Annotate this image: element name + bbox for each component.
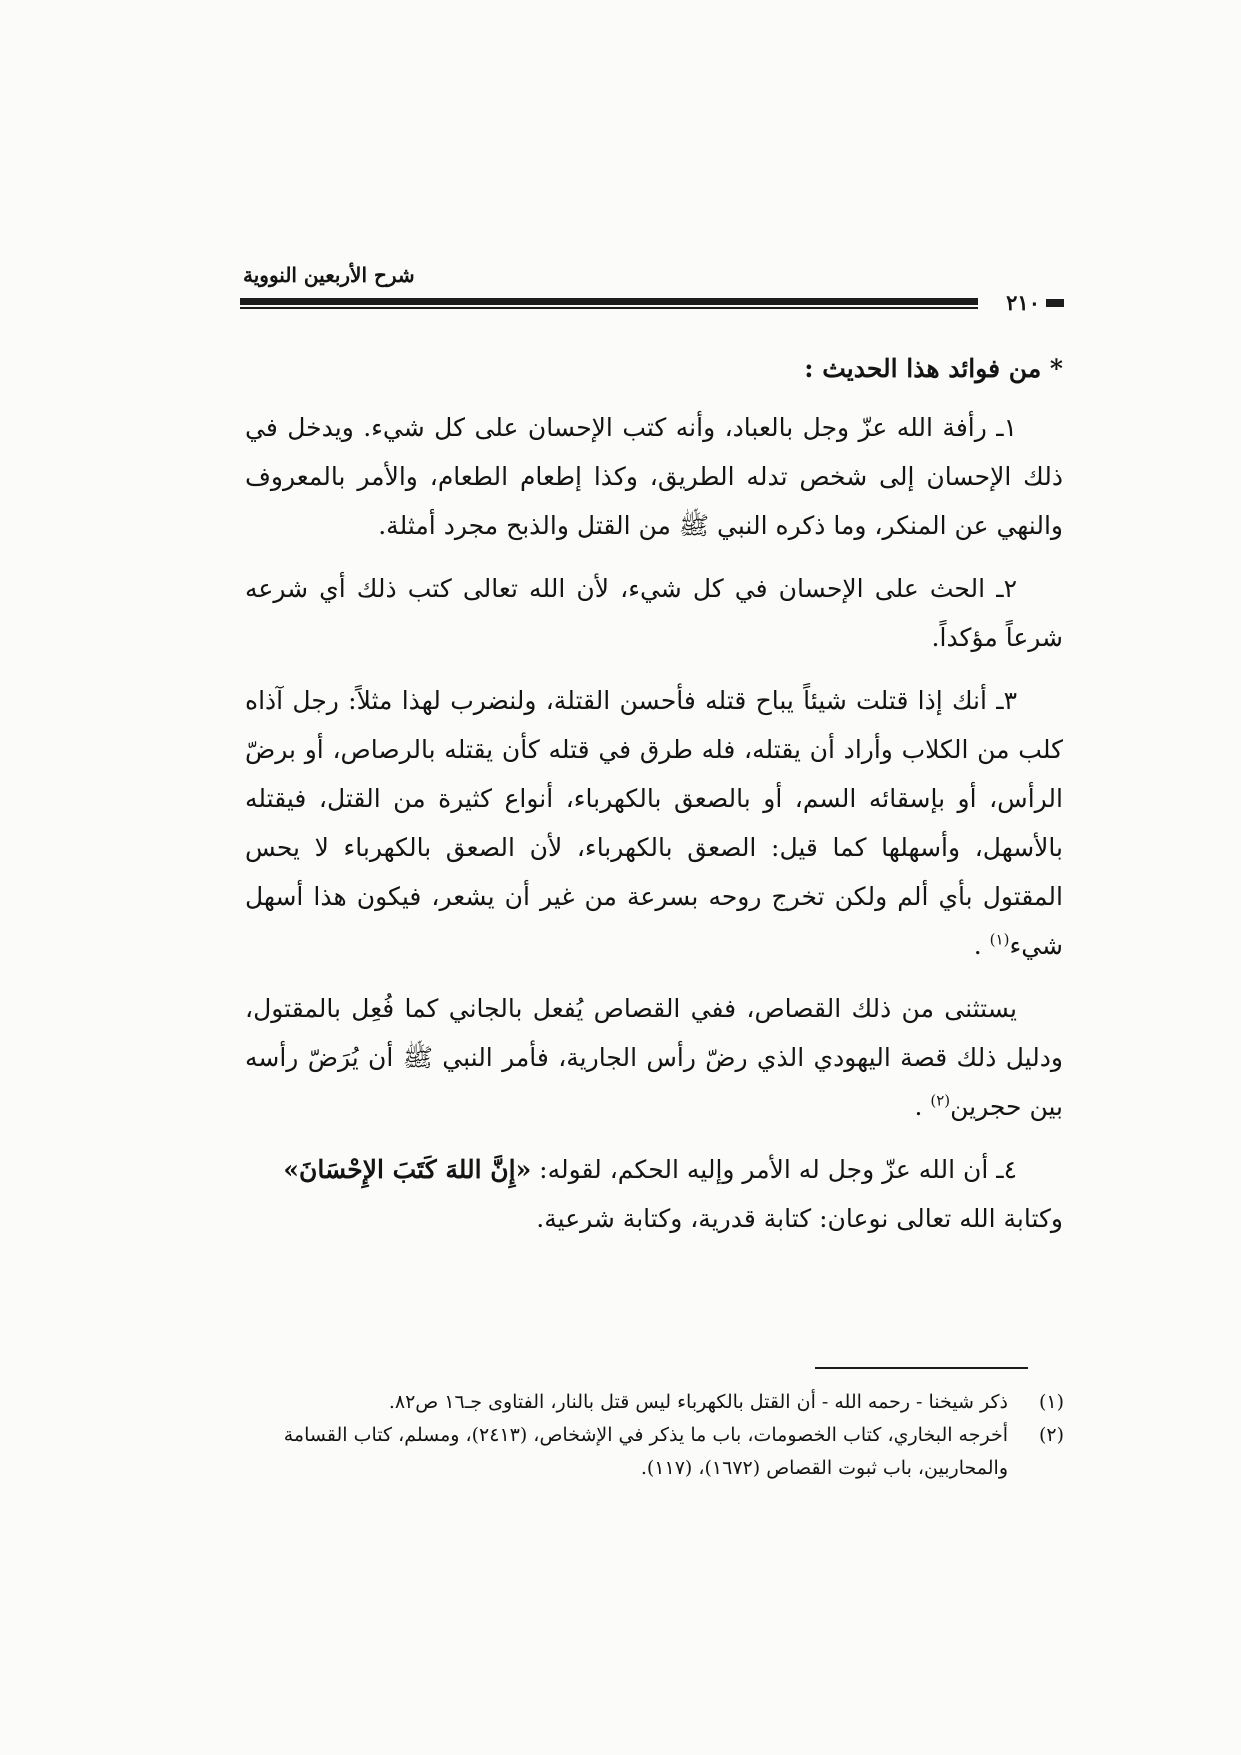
- footnote-1: [240, 1386, 1064, 1419]
- footnote-ref-1: (١): [989, 930, 1010, 949]
- benefit-paragraph-1: [245, 403, 1063, 550]
- paragraph-text: ٣ـ أنك إذا قتلت شيئاً يباح قتله فأحسن القتلة، ولنضرب لهذا مثلاً: رجل آذاه كلب من الكلاب وأراد أن يقتله، فله طرق في قتله كأن يقتله بالرصاص، أو برضّ الرأس، أو بإسقائه السم، أو بالصعق بالكهرباء، أنواع كثيرة من القتل، فيقتله بالأسهل، وأسهلها كما قيل: الصعق بالكهرباء، لأن الصعق بالكهرباء لا يحس المقتول بأي ألم ولكن تخرج روحه بسرعة من غير أن يشعر، فيكون هذا أسهل شيء: [245, 686, 1063, 960]
- benefit-paragraph-4: [245, 1145, 1063, 1194]
- benefit-paragraph-4-continued: [245, 1194, 1063, 1243]
- header-rule-thick: [240, 298, 978, 305]
- sentence-end: .: [914, 1092, 923, 1121]
- header-rule-thin: [240, 307, 978, 309]
- paragraph-text: ٢ـ الحث على الإحسان في كل شيء، لأن الله تعالى كتب ذلك أي شرعه شرعاً مؤكداً.: [245, 574, 1063, 652]
- header-rule-tail: [1046, 299, 1064, 307]
- paragraph-text: يستثنى من ذلك القصاص، ففي القصاص يُفعل بالجاني كما فُعِل بالمقتول، ودليل ذلك قصة اليهودي الذي رضّ رأس الجارية، فأمر النبي ﷺ أن يُرَضّ رأسه بين حجرين: [245, 994, 1063, 1121]
- footnote-text: أخرجه البخاري، كتاب الخصومات، باب ما يذكر في الإشخاص، (٢٤١٣)، ومسلم، كتاب القسامة والمحاربين، باب ثبوت القصاص (١٦٧٢)، (١١٧).: [283, 1424, 1008, 1479]
- header-rule: [240, 296, 1062, 310]
- hadith-quote: «إِنَّ اللهَ كَتَبَ الإِحْسَانَ»: [283, 1155, 532, 1184]
- running-header-title: شرح الأربعين النووية: [243, 263, 415, 287]
- section-heading: * من فوائد هذا الحديث :: [804, 354, 1063, 383]
- sentence-end: .: [973, 931, 982, 960]
- footnote-2: [240, 1419, 1064, 1485]
- footnote-ref-2: (٢): [930, 1091, 951, 1110]
- exception-paragraph: [245, 984, 1063, 1131]
- footnote-number: (١): [1038, 1391, 1064, 1413]
- footnote-separator: [815, 1367, 1028, 1369]
- benefit-paragraph-3: [245, 676, 1063, 970]
- page-number: ٢١٠: [1006, 290, 1040, 315]
- paragraph-text: وكتابة الله تعالى نوعان: كتابة قدرية، وكتابة شرعية.: [536, 1204, 1063, 1233]
- footnotes: [240, 1386, 1064, 1485]
- benefit-paragraph-2: [245, 564, 1063, 662]
- paragraph-text: ١ـ رأفة الله عزّ وجل بالعباد، وأنه كتب الإحسان على كل شيء. ويدخل في ذلك الإحسان إلى شخص تدله الطريق، وكذا إطعام الطعام، والأمر بالمعروف والنهي عن المنكر، وما ذكره النبي ﷺ من القتل والذبح مجرد أمثلة.: [245, 413, 1063, 540]
- footnote-number: (٢): [1038, 1424, 1064, 1446]
- footnote-text: ذكر شيخنا - رحمه الله - أن القتل بالكهرباء ليس قتل بالنار، الفتاوى جـ١٦ ص٨٢.: [388, 1391, 1008, 1413]
- main-text: [245, 344, 1063, 1257]
- paragraph-text: ٤ـ أن الله عزّ وجل له الأمر وإليه الحكم، لقوله:: [539, 1155, 1017, 1184]
